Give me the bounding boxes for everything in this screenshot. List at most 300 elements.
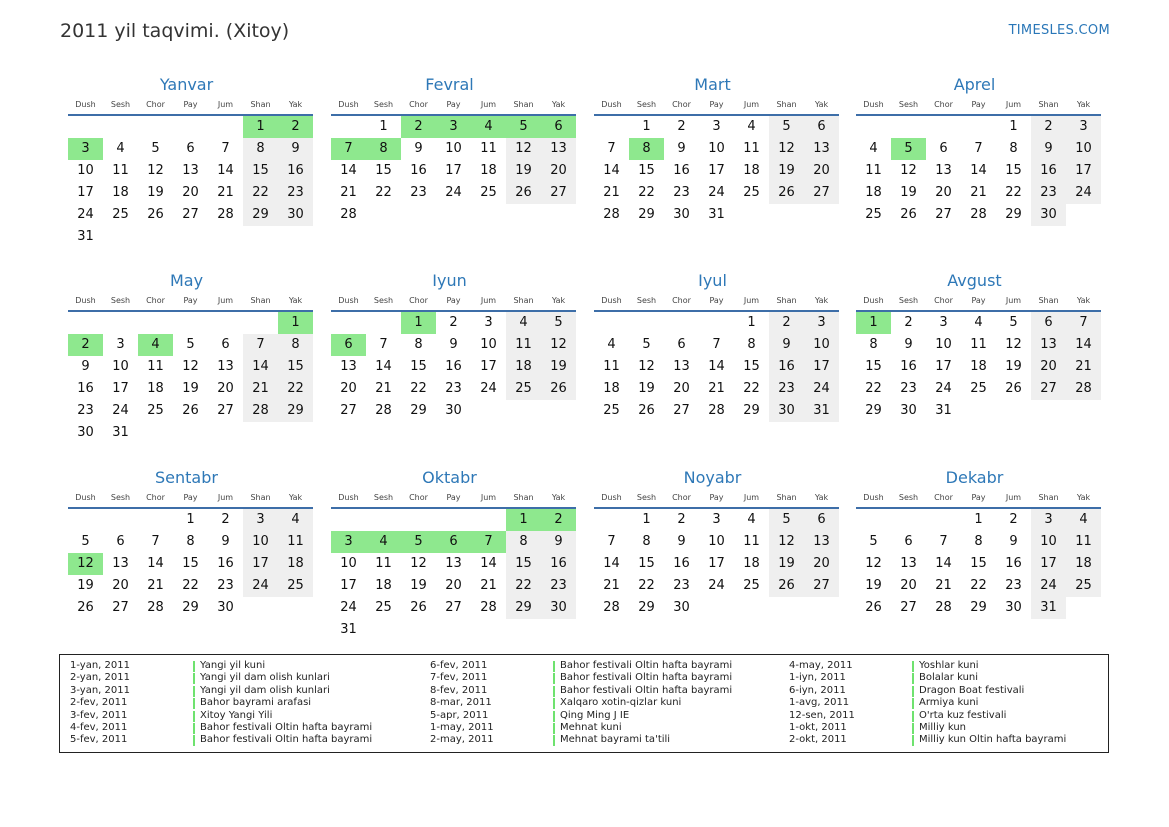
day-cell[interactable]: 4 <box>974 315 983 330</box>
day-cell[interactable]: 30 <box>1031 204 1066 226</box>
day-cell[interactable]: 5 <box>869 534 878 549</box>
day-cell[interactable]: 15 <box>410 359 427 374</box>
day-cell[interactable]: 12 <box>182 359 199 374</box>
day-cell[interactable]: 2 <box>541 509 576 531</box>
day-cell[interactable]: 22 <box>743 381 760 396</box>
day-cell[interactable]: 30 <box>278 204 313 226</box>
day-cell[interactable]: 25 <box>278 575 313 597</box>
day-cell[interactable]: 27 <box>935 207 952 222</box>
day-cell[interactable]: 11 <box>480 141 497 156</box>
day-cell[interactable]: 16 <box>278 160 313 182</box>
day-cell[interactable]: 18 <box>506 356 541 378</box>
day-cell[interactable]: 3 <box>484 315 493 330</box>
day-cell[interactable]: 26 <box>77 600 94 615</box>
day-cell[interactable]: 3 <box>331 531 366 553</box>
day-cell[interactable]: 29 <box>970 600 987 615</box>
day-cell[interactable]: 26 <box>769 182 804 204</box>
day-cell[interactable]: 9 <box>414 141 423 156</box>
day-cell[interactable]: 31 <box>1031 597 1066 619</box>
day-cell[interactable]: 23 <box>541 575 576 597</box>
day-cell[interactable]: 7 <box>1066 312 1101 334</box>
day-cell[interactable]: 22 <box>410 381 427 396</box>
day-cell[interactable]: 30 <box>900 403 917 418</box>
day-cell[interactable]: 4 <box>366 531 401 553</box>
day-cell[interactable]: 30 <box>77 425 94 440</box>
day-cell[interactable]: 19 <box>506 160 541 182</box>
day-cell[interactable]: 19 <box>769 553 804 575</box>
day-cell[interactable]: 25 <box>743 578 760 593</box>
day-cell[interactable]: 14 <box>340 163 357 178</box>
day-cell[interactable]: 21 <box>480 578 497 593</box>
day-cell[interactable]: 24 <box>77 207 94 222</box>
day-cell[interactable]: 9 <box>769 334 804 356</box>
day-cell[interactable]: 3 <box>1066 116 1101 138</box>
day-cell[interactable]: 22 <box>970 578 987 593</box>
day-cell[interactable]: 29 <box>278 400 313 422</box>
day-cell[interactable]: 2 <box>449 315 458 330</box>
day-cell[interactable]: 7 <box>221 141 230 156</box>
day-cell[interactable]: 26 <box>506 182 541 204</box>
day-cell[interactable]: 12 <box>769 138 804 160</box>
day-cell[interactable]: 23 <box>900 381 917 396</box>
day-cell[interactable]: 3 <box>243 509 278 531</box>
day-cell[interactable]: 2 <box>401 116 436 138</box>
day-cell[interactable]: 10 <box>77 163 94 178</box>
day-cell[interactable]: 22 <box>278 378 313 400</box>
day-cell[interactable]: 12 <box>68 553 103 575</box>
day-cell[interactable]: 22 <box>243 182 278 204</box>
day-cell[interactable]: 19 <box>147 185 164 200</box>
day-cell[interactable]: 3 <box>116 337 125 352</box>
day-cell[interactable]: 13 <box>217 359 234 374</box>
day-cell[interactable]: 13 <box>900 556 917 571</box>
day-cell[interactable]: 13 <box>182 163 199 178</box>
day-cell[interactable]: 2 <box>769 312 804 334</box>
day-cell[interactable]: 26 <box>541 378 576 400</box>
day-cell[interactable]: 12 <box>506 138 541 160</box>
day-cell[interactable]: 7 <box>939 534 948 549</box>
day-cell[interactable]: 19 <box>410 578 427 593</box>
day-cell[interactable]: 16 <box>673 163 690 178</box>
day-cell[interactable]: 3 <box>804 312 839 334</box>
day-cell[interactable]: 18 <box>480 163 497 178</box>
day-cell[interactable]: 2 <box>278 116 313 138</box>
day-cell[interactable]: 13 <box>112 556 129 571</box>
day-cell[interactable]: 10 <box>480 337 497 352</box>
day-cell[interactable]: 7 <box>331 138 366 160</box>
day-cell[interactable]: 21 <box>375 381 392 396</box>
day-cell[interactable]: 21 <box>935 578 952 593</box>
day-cell[interactable]: 17 <box>480 359 497 374</box>
day-cell[interactable]: 9 <box>1031 138 1066 160</box>
day-cell[interactable]: 31 <box>935 403 952 418</box>
day-cell[interactable]: 30 <box>673 207 690 222</box>
day-cell[interactable]: 29 <box>1005 207 1022 222</box>
day-cell[interactable]: 29 <box>743 403 760 418</box>
day-cell[interactable]: 22 <box>638 578 655 593</box>
day-cell[interactable]: 2 <box>1031 116 1066 138</box>
day-cell[interactable]: 7 <box>712 337 721 352</box>
day-cell[interactable]: 5 <box>81 534 90 549</box>
day-cell[interactable]: 1 <box>642 119 651 134</box>
day-cell[interactable]: 7 <box>151 534 160 549</box>
day-cell[interactable]: 8 <box>869 337 878 352</box>
day-cell[interactable]: 10 <box>340 556 357 571</box>
day-cell[interactable]: 1 <box>747 315 756 330</box>
day-cell[interactable]: 18 <box>743 163 760 178</box>
day-cell[interactable]: 20 <box>935 185 952 200</box>
day-cell[interactable]: 18 <box>603 381 620 396</box>
day-cell[interactable]: 28 <box>708 403 725 418</box>
day-cell[interactable]: 5 <box>151 141 160 156</box>
day-cell[interactable]: 4 <box>607 337 616 352</box>
day-cell[interactable]: 29 <box>506 597 541 619</box>
day-cell[interactable]: 3 <box>436 116 471 138</box>
day-cell[interactable]: 8 <box>414 337 423 352</box>
day-cell[interactable]: 15 <box>638 556 655 571</box>
day-cell[interactable]: 26 <box>900 207 917 222</box>
day-cell[interactable]: 27 <box>445 600 462 615</box>
day-cell[interactable]: 24 <box>480 381 497 396</box>
day-cell[interactable]: 13 <box>340 359 357 374</box>
day-cell[interactable]: 27 <box>1031 378 1066 400</box>
day-cell[interactable]: 7 <box>974 141 983 156</box>
day-cell[interactable]: 19 <box>900 185 917 200</box>
day-cell[interactable]: 12 <box>865 556 882 571</box>
day-cell[interactable]: 14 <box>708 359 725 374</box>
day-cell[interactable]: 20 <box>445 578 462 593</box>
brand-link[interactable]: TIMESLES.COM <box>1008 23 1110 38</box>
day-cell[interactable]: 8 <box>1009 141 1018 156</box>
day-cell[interactable]: 13 <box>804 138 839 160</box>
day-cell[interactable]: 1 <box>401 312 436 334</box>
day-cell[interactable]: 16 <box>900 359 917 374</box>
day-cell[interactable]: 22 <box>1005 185 1022 200</box>
day-cell[interactable]: 25 <box>970 381 987 396</box>
day-cell[interactable]: 5 <box>769 509 804 531</box>
day-cell[interactable]: 30 <box>673 600 690 615</box>
day-cell[interactable]: 6 <box>1031 312 1066 334</box>
day-cell[interactable]: 14 <box>147 556 164 571</box>
day-cell[interactable]: 31 <box>804 400 839 422</box>
day-cell[interactable]: 23 <box>278 182 313 204</box>
day-cell[interactable]: 14 <box>480 556 497 571</box>
day-cell[interactable]: 15 <box>638 163 655 178</box>
day-cell[interactable]: 26 <box>865 600 882 615</box>
day-cell[interactable]: 28 <box>340 207 357 222</box>
day-cell[interactable]: 8 <box>506 531 541 553</box>
day-cell[interactable]: 8 <box>278 334 313 356</box>
day-cell[interactable]: 14 <box>1066 334 1101 356</box>
day-cell[interactable]: 28 <box>935 600 952 615</box>
day-cell[interactable]: 21 <box>970 185 987 200</box>
day-cell[interactable]: 3 <box>712 512 721 527</box>
day-cell[interactable]: 6 <box>541 116 576 138</box>
day-cell[interactable]: 20 <box>804 160 839 182</box>
day-cell[interactable]: 9 <box>81 359 90 374</box>
day-cell[interactable]: 2 <box>68 334 103 356</box>
day-cell[interactable]: 6 <box>436 531 471 553</box>
day-cell[interactable]: 8 <box>642 534 651 549</box>
day-cell[interactable]: 15 <box>970 556 987 571</box>
day-cell[interactable]: 28 <box>603 207 620 222</box>
day-cell[interactable]: 25 <box>743 185 760 200</box>
day-cell[interactable]: 6 <box>939 141 948 156</box>
day-cell[interactable]: 9 <box>1009 534 1018 549</box>
day-cell[interactable]: 4 <box>1066 509 1101 531</box>
day-cell[interactable]: 1 <box>974 512 983 527</box>
day-cell[interactable]: 6 <box>804 116 839 138</box>
day-cell[interactable]: 12 <box>769 531 804 553</box>
day-cell[interactable]: 29 <box>243 204 278 226</box>
day-cell[interactable]: 25 <box>603 403 620 418</box>
day-cell[interactable]: 17 <box>445 163 462 178</box>
day-cell[interactable]: 5 <box>891 138 926 160</box>
day-cell[interactable]: 19 <box>77 578 94 593</box>
day-cell[interactable]: 3 <box>1031 509 1066 531</box>
day-cell[interactable]: 30 <box>769 400 804 422</box>
day-cell[interactable]: 14 <box>243 356 278 378</box>
day-cell[interactable]: 13 <box>445 556 462 571</box>
day-cell[interactable]: 11 <box>1066 531 1101 553</box>
day-cell[interactable]: 4 <box>471 116 506 138</box>
day-cell[interactable]: 2 <box>904 315 913 330</box>
day-cell[interactable]: 25 <box>865 207 882 222</box>
day-cell[interactable]: 9 <box>221 534 230 549</box>
day-cell[interactable]: 8 <box>747 337 756 352</box>
day-cell[interactable]: 9 <box>449 337 458 352</box>
day-cell[interactable]: 1 <box>379 119 388 134</box>
day-cell[interactable]: 27 <box>541 182 576 204</box>
day-cell[interactable]: 3 <box>939 315 948 330</box>
day-cell[interactable]: 26 <box>638 403 655 418</box>
day-cell[interactable]: 5 <box>769 116 804 138</box>
day-cell[interactable]: 14 <box>603 163 620 178</box>
day-cell[interactable]: 4 <box>747 512 756 527</box>
day-cell[interactable]: 30 <box>217 600 234 615</box>
day-cell[interactable]: 17 <box>1031 553 1066 575</box>
day-cell[interactable]: 3 <box>68 138 103 160</box>
day-cell[interactable]: 1 <box>1009 119 1018 134</box>
day-cell[interactable]: 23 <box>77 403 94 418</box>
day-cell[interactable]: 7 <box>243 334 278 356</box>
day-cell[interactable]: 23 <box>410 185 427 200</box>
day-cell[interactable]: 2 <box>677 119 686 134</box>
day-cell[interactable]: 28 <box>147 600 164 615</box>
day-cell[interactable]: 28 <box>375 403 392 418</box>
day-cell[interactable]: 17 <box>708 556 725 571</box>
day-cell[interactable]: 25 <box>112 207 129 222</box>
day-cell[interactable]: 19 <box>182 381 199 396</box>
day-cell[interactable]: 9 <box>541 531 576 553</box>
day-cell[interactable]: 14 <box>970 163 987 178</box>
day-cell[interactable]: 22 <box>375 185 392 200</box>
day-cell[interactable]: 16 <box>217 556 234 571</box>
day-cell[interactable]: 27 <box>112 600 129 615</box>
day-cell[interactable]: 3 <box>712 119 721 134</box>
day-cell[interactable]: 27 <box>340 403 357 418</box>
day-cell[interactable]: 24 <box>935 381 952 396</box>
day-cell[interactable]: 8 <box>974 534 983 549</box>
day-cell[interactable]: 24 <box>708 578 725 593</box>
day-cell[interactable]: 8 <box>186 534 195 549</box>
day-cell[interactable]: 27 <box>900 600 917 615</box>
day-cell[interactable]: 29 <box>182 600 199 615</box>
day-cell[interactable]: 25 <box>147 403 164 418</box>
day-cell[interactable]: 1 <box>506 509 541 531</box>
day-cell[interactable]: 5 <box>541 312 576 334</box>
day-cell[interactable]: 20 <box>217 381 234 396</box>
day-cell[interactable]: 11 <box>147 359 164 374</box>
day-cell[interactable]: 4 <box>138 334 173 356</box>
day-cell[interactable]: 19 <box>769 160 804 182</box>
day-cell[interactable]: 10 <box>935 337 952 352</box>
day-cell[interactable]: 21 <box>708 381 725 396</box>
day-cell[interactable]: 5 <box>506 116 541 138</box>
day-cell[interactable]: 14 <box>217 163 234 178</box>
day-cell[interactable]: 29 <box>638 207 655 222</box>
day-cell[interactable]: 31 <box>112 425 129 440</box>
day-cell[interactable]: 13 <box>673 359 690 374</box>
day-cell[interactable]: 10 <box>804 334 839 356</box>
day-cell[interactable]: 2 <box>221 512 230 527</box>
day-cell[interactable]: 14 <box>603 556 620 571</box>
day-cell[interactable]: 20 <box>340 381 357 396</box>
day-cell[interactable]: 25 <box>1066 575 1101 597</box>
day-cell[interactable]: 18 <box>375 578 392 593</box>
day-cell[interactable]: 9 <box>278 138 313 160</box>
day-cell[interactable]: 14 <box>375 359 392 374</box>
day-cell[interactable]: 19 <box>638 381 655 396</box>
day-cell[interactable]: 13 <box>541 138 576 160</box>
day-cell[interactable]: 2 <box>1009 512 1018 527</box>
day-cell[interactable]: 21 <box>243 378 278 400</box>
day-cell[interactable]: 9 <box>904 337 913 352</box>
day-cell[interactable]: 27 <box>182 207 199 222</box>
day-cell[interactable]: 15 <box>506 553 541 575</box>
day-cell[interactable]: 16 <box>445 359 462 374</box>
day-cell[interactable]: 20 <box>673 381 690 396</box>
day-cell[interactable]: 16 <box>673 556 690 571</box>
day-cell[interactable]: 10 <box>1066 138 1101 160</box>
day-cell[interactable]: 15 <box>1005 163 1022 178</box>
day-cell[interactable]: 1 <box>278 312 313 334</box>
day-cell[interactable]: 15 <box>278 356 313 378</box>
day-cell[interactable]: 28 <box>480 600 497 615</box>
day-cell[interactable]: 11 <box>278 531 313 553</box>
day-cell[interactable]: 12 <box>410 556 427 571</box>
day-cell[interactable]: 26 <box>1005 381 1022 396</box>
day-cell[interactable]: 17 <box>77 185 94 200</box>
day-cell[interactable]: 17 <box>1066 160 1101 182</box>
day-cell[interactable]: 28 <box>217 207 234 222</box>
day-cell[interactable]: 16 <box>541 553 576 575</box>
day-cell[interactable]: 12 <box>1005 337 1022 352</box>
day-cell[interactable]: 6 <box>221 337 230 352</box>
day-cell[interactable]: 10 <box>112 359 129 374</box>
day-cell[interactable]: 18 <box>743 556 760 571</box>
day-cell[interactable]: 20 <box>804 553 839 575</box>
day-cell[interactable]: 21 <box>217 185 234 200</box>
day-cell[interactable]: 24 <box>1031 575 1066 597</box>
day-cell[interactable]: 1 <box>642 512 651 527</box>
day-cell[interactable]: 6 <box>116 534 125 549</box>
day-cell[interactable]: 10 <box>243 531 278 553</box>
day-cell[interactable]: 27 <box>217 403 234 418</box>
day-cell[interactable]: 23 <box>445 381 462 396</box>
day-cell[interactable]: 20 <box>541 160 576 182</box>
day-cell[interactable]: 12 <box>638 359 655 374</box>
day-cell[interactable]: 12 <box>900 163 917 178</box>
day-cell[interactable]: 24 <box>112 403 129 418</box>
day-cell[interactable]: 18 <box>865 185 882 200</box>
day-cell[interactable]: 27 <box>804 575 839 597</box>
day-cell[interactable]: 11 <box>970 337 987 352</box>
day-cell[interactable]: 23 <box>769 378 804 400</box>
day-cell[interactable]: 28 <box>603 600 620 615</box>
day-cell[interactable]: 17 <box>112 381 129 396</box>
day-cell[interactable]: 22 <box>865 381 882 396</box>
day-cell[interactable]: 27 <box>804 182 839 204</box>
day-cell[interactable]: 9 <box>677 141 686 156</box>
day-cell[interactable]: 30 <box>445 403 462 418</box>
day-cell[interactable]: 5 <box>401 531 436 553</box>
day-cell[interactable]: 10 <box>708 141 725 156</box>
day-cell[interactable]: 18 <box>278 553 313 575</box>
day-cell[interactable]: 5 <box>186 337 195 352</box>
day-cell[interactable]: 25 <box>375 600 392 615</box>
day-cell[interactable]: 20 <box>112 578 129 593</box>
day-cell[interactable]: 30 <box>1005 600 1022 615</box>
day-cell[interactable]: 14 <box>935 556 952 571</box>
day-cell[interactable]: 13 <box>804 531 839 553</box>
day-cell[interactable]: 4 <box>278 509 313 531</box>
day-cell[interactable]: 21 <box>1066 356 1101 378</box>
day-cell[interactable]: 15 <box>375 163 392 178</box>
day-cell[interactable]: 20 <box>900 578 917 593</box>
day-cell[interactable]: 25 <box>506 378 541 400</box>
day-cell[interactable]: 18 <box>112 185 129 200</box>
day-cell[interactable]: 8 <box>243 138 278 160</box>
day-cell[interactable]: 21 <box>603 185 620 200</box>
day-cell[interactable]: 4 <box>869 141 878 156</box>
day-cell[interactable]: 11 <box>112 163 129 178</box>
day-cell[interactable]: 7 <box>607 141 616 156</box>
day-cell[interactable]: 7 <box>379 337 388 352</box>
day-cell[interactable]: 6 <box>804 509 839 531</box>
day-cell[interactable]: 26 <box>410 600 427 615</box>
day-cell[interactable]: 27 <box>673 403 690 418</box>
day-cell[interactable]: 4 <box>116 141 125 156</box>
day-cell[interactable]: 4 <box>747 119 756 134</box>
day-cell[interactable]: 19 <box>541 356 576 378</box>
day-cell[interactable]: 29 <box>638 600 655 615</box>
day-cell[interactable]: 11 <box>743 534 760 549</box>
day-cell[interactable]: 23 <box>1005 578 1022 593</box>
day-cell[interactable]: 24 <box>804 378 839 400</box>
day-cell[interactable]: 5 <box>1009 315 1018 330</box>
day-cell[interactable]: 22 <box>506 575 541 597</box>
day-cell[interactable]: 28 <box>243 400 278 422</box>
day-cell[interactable]: 21 <box>603 578 620 593</box>
day-cell[interactable]: 23 <box>217 578 234 593</box>
day-cell[interactable]: 1 <box>186 512 195 527</box>
day-cell[interactable]: 7 <box>607 534 616 549</box>
day-cell[interactable]: 20 <box>182 185 199 200</box>
day-cell[interactable]: 16 <box>1005 556 1022 571</box>
day-cell[interactable]: 8 <box>629 138 664 160</box>
day-cell[interactable]: 16 <box>410 163 427 178</box>
